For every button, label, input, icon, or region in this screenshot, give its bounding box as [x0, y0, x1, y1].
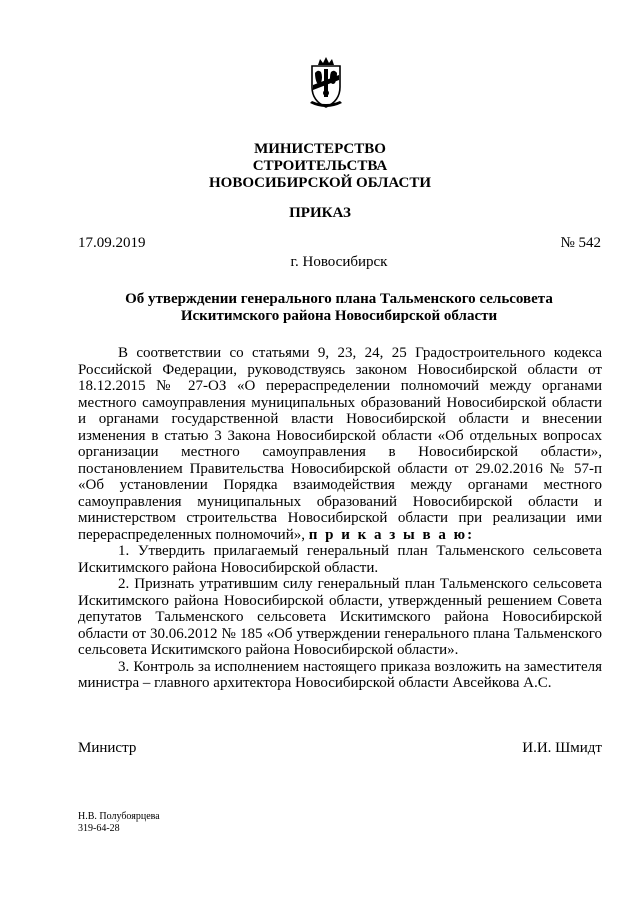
- order-item-2: 2. Признать утратившим силу генеральный план Тальменского сельсовета Искитимского района Новосибирской области, утвержденный решением Совета депутатов Тальменского сельсовета Искитимского района Новосибирской области от 30.06.2012 № 185 «Об утверждении генерального плана Тальменского сельсовета Искитимского района Новосибирской области».: [78, 576, 602, 658]
- signatory-name: И.И. Шмидт: [522, 740, 602, 756]
- ministry-line-1: МИНИСТЕРСТВО: [254, 141, 386, 157]
- ministry-name: [0, 141, 640, 192]
- order-city: г. Новосибирск: [290, 254, 388, 270]
- subject-line-1: Об утверждении генерального плана Тальменского сельсовета: [125, 291, 553, 307]
- order-subject: [0, 291, 640, 325]
- preamble-paragraph: [78, 345, 602, 543]
- executor-contact: [78, 811, 160, 835]
- novosibirsk-coat-of-arms-icon: [306, 57, 346, 109]
- subject-line-2: Искитимского района Новосибирской области: [180, 308, 498, 324]
- order-item-3: 3. Контроль за исполнением настоящего приказа возложить на заместителя министра – главного архитектора Новосибирской области Авсейкова А.С.: [78, 658, 602, 691]
- order-number: № 542: [560, 235, 601, 251]
- signatory-position: Министр: [78, 740, 137, 756]
- ministry-line-3: НОВОСИБИРСКОЙ ОБЛАСТИ: [208, 175, 432, 191]
- order-date: 17.09.2019: [78, 235, 146, 251]
- order-verb: п р и к а з ы в а ю: [308, 526, 468, 543]
- order-body: [78, 345, 602, 692]
- executor-phone: 319-64-28: [78, 823, 120, 834]
- preamble-text: В соответствии со статьями 9, 23, 24, 25 Градостроительного кодекса Российской Федерации, руководствуясь законом Новосибирской области от 18.12.2015 № 27-ОЗ «О перераспределении полномочий между органами местного самоуправления муниципальных образований Новосибирской области и органами государственной власти Новосибирской области и внесении изменения в статью 3 Закона Новосибирской области «Об отдельных вопросах организации местного самоуправления в Новосибирской области», постановлением Правительства Новосибирской области от 29.02.2016 № 57-п «Об установлении Порядка взаимодействия между органами местного самоуправления муниципальных образований Новосибирской области и министерством строительства Новосибирской области при реализации ими перераспределенных полномочий»,: [78, 345, 602, 543]
- ministry-line-2: СТРОИТЕЛЬСТВА: [252, 158, 388, 174]
- executor-name: Н.В. Полубоярцева: [78, 811, 160, 822]
- doc-type-title: ПРИКАЗ: [289, 205, 351, 221]
- order-item-1: 1. Утвердить прилагаемый генеральный план Тальменского сельсовета Искитимского района Новосибирской области.: [78, 543, 602, 576]
- order-colon: :: [467, 526, 473, 543]
